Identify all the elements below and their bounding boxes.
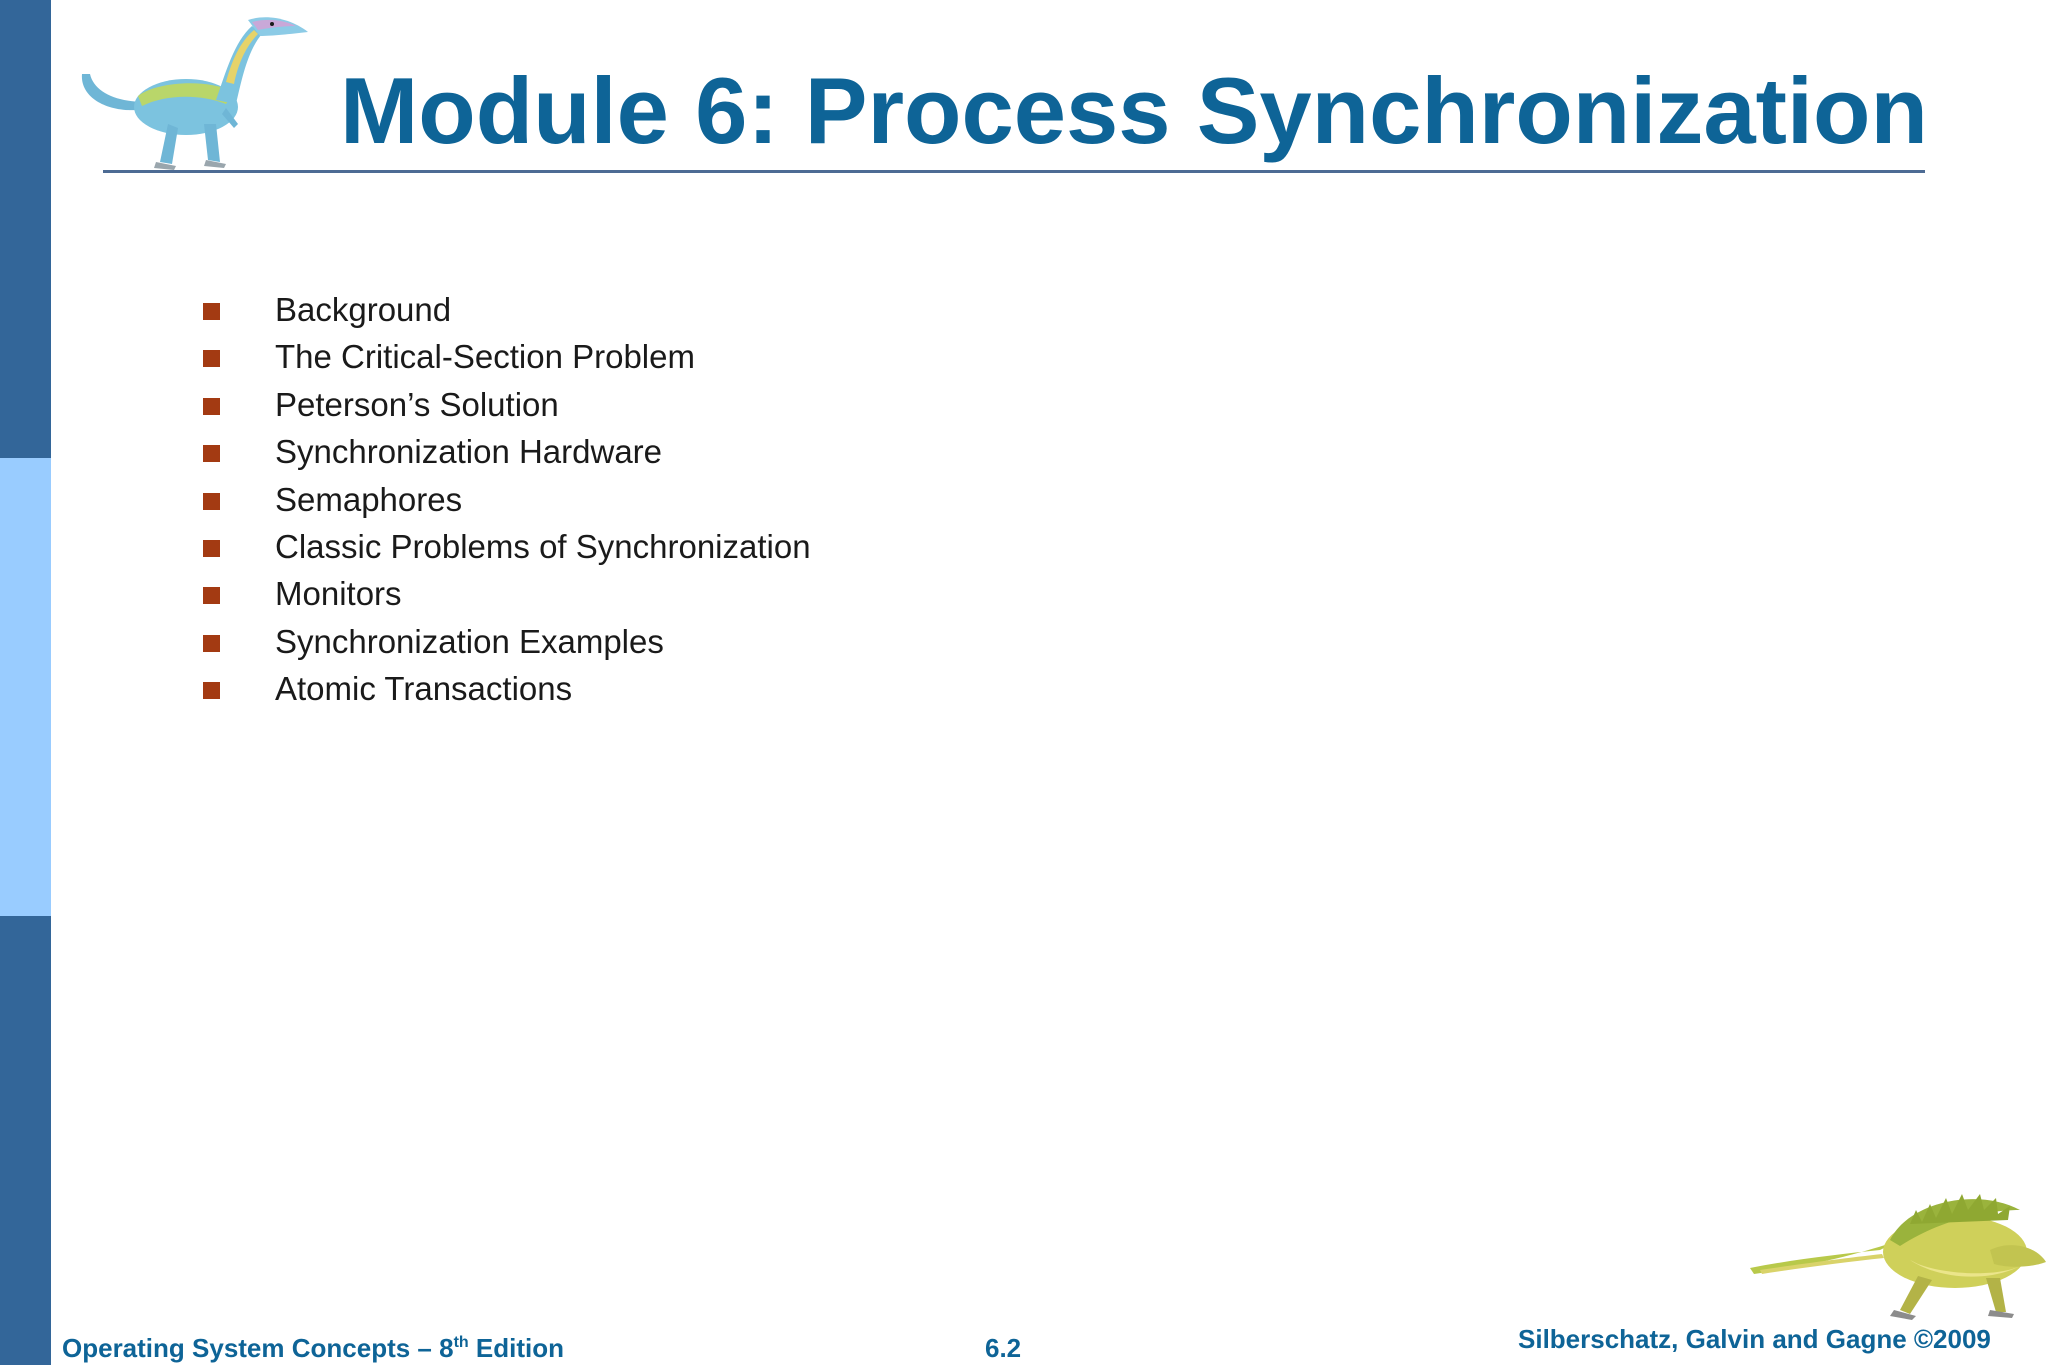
dinosaur-icon — [76, 12, 316, 172]
bullet-square-icon — [203, 635, 220, 652]
list-item-text: Monitors — [275, 575, 402, 613]
sidebar-segment-bottom — [0, 916, 51, 1365]
list-item-text: Classic Problems of Synchronization — [275, 527, 811, 565]
bullet-square-icon — [203, 303, 220, 320]
bullet-square-icon — [203, 587, 220, 604]
list-item-text: The Critical-Section Problem — [275, 338, 695, 376]
list-item — [203, 381, 811, 428]
sidebar-segment-top — [0, 0, 51, 458]
list-item — [203, 570, 811, 617]
list-item — [203, 618, 811, 665]
sidebar-segment-middle — [0, 458, 51, 916]
footer-book-title — [62, 1333, 564, 1363]
bullet-square-icon — [203, 540, 220, 557]
list-item-text: Peterson’s Solution — [275, 385, 559, 423]
list-item — [203, 476, 811, 523]
list-item — [203, 286, 811, 333]
topic-list — [203, 286, 811, 713]
footer-book-title-sup: th — [453, 1334, 469, 1351]
slide-title: Module 6: Process Synchronization — [340, 58, 1928, 163]
bullet-square-icon — [203, 350, 220, 367]
footer-book-title-prefix: Operating System Concepts – 8 — [62, 1333, 454, 1363]
list-item — [203, 665, 811, 712]
list-item — [203, 333, 811, 380]
list-item-text: Semaphores — [275, 480, 463, 518]
list-item — [203, 428, 811, 475]
bullet-square-icon — [203, 398, 220, 415]
left-sidebar-bar — [0, 0, 51, 1365]
list-item-text: Background — [275, 291, 452, 328]
list-item-text: Synchronization Examples — [275, 622, 664, 660]
list-item-text: Synchronization Hardware — [275, 433, 663, 471]
bullet-square-icon — [203, 682, 220, 699]
bullet-square-icon — [203, 493, 220, 510]
title-divider — [103, 170, 1925, 173]
footer-authors: Silberschatz, Galvin and Gagne ©2009 — [1518, 1324, 1991, 1354]
dinosaur-icon — [1750, 1180, 2048, 1320]
list-item-text: Atomic Transactions — [275, 670, 573, 708]
bullet-square-icon — [203, 445, 220, 462]
page-number: 6.2 — [985, 1333, 1022, 1363]
list-item — [203, 523, 811, 570]
footer-book-title-suffix: Edition — [468, 1333, 564, 1363]
